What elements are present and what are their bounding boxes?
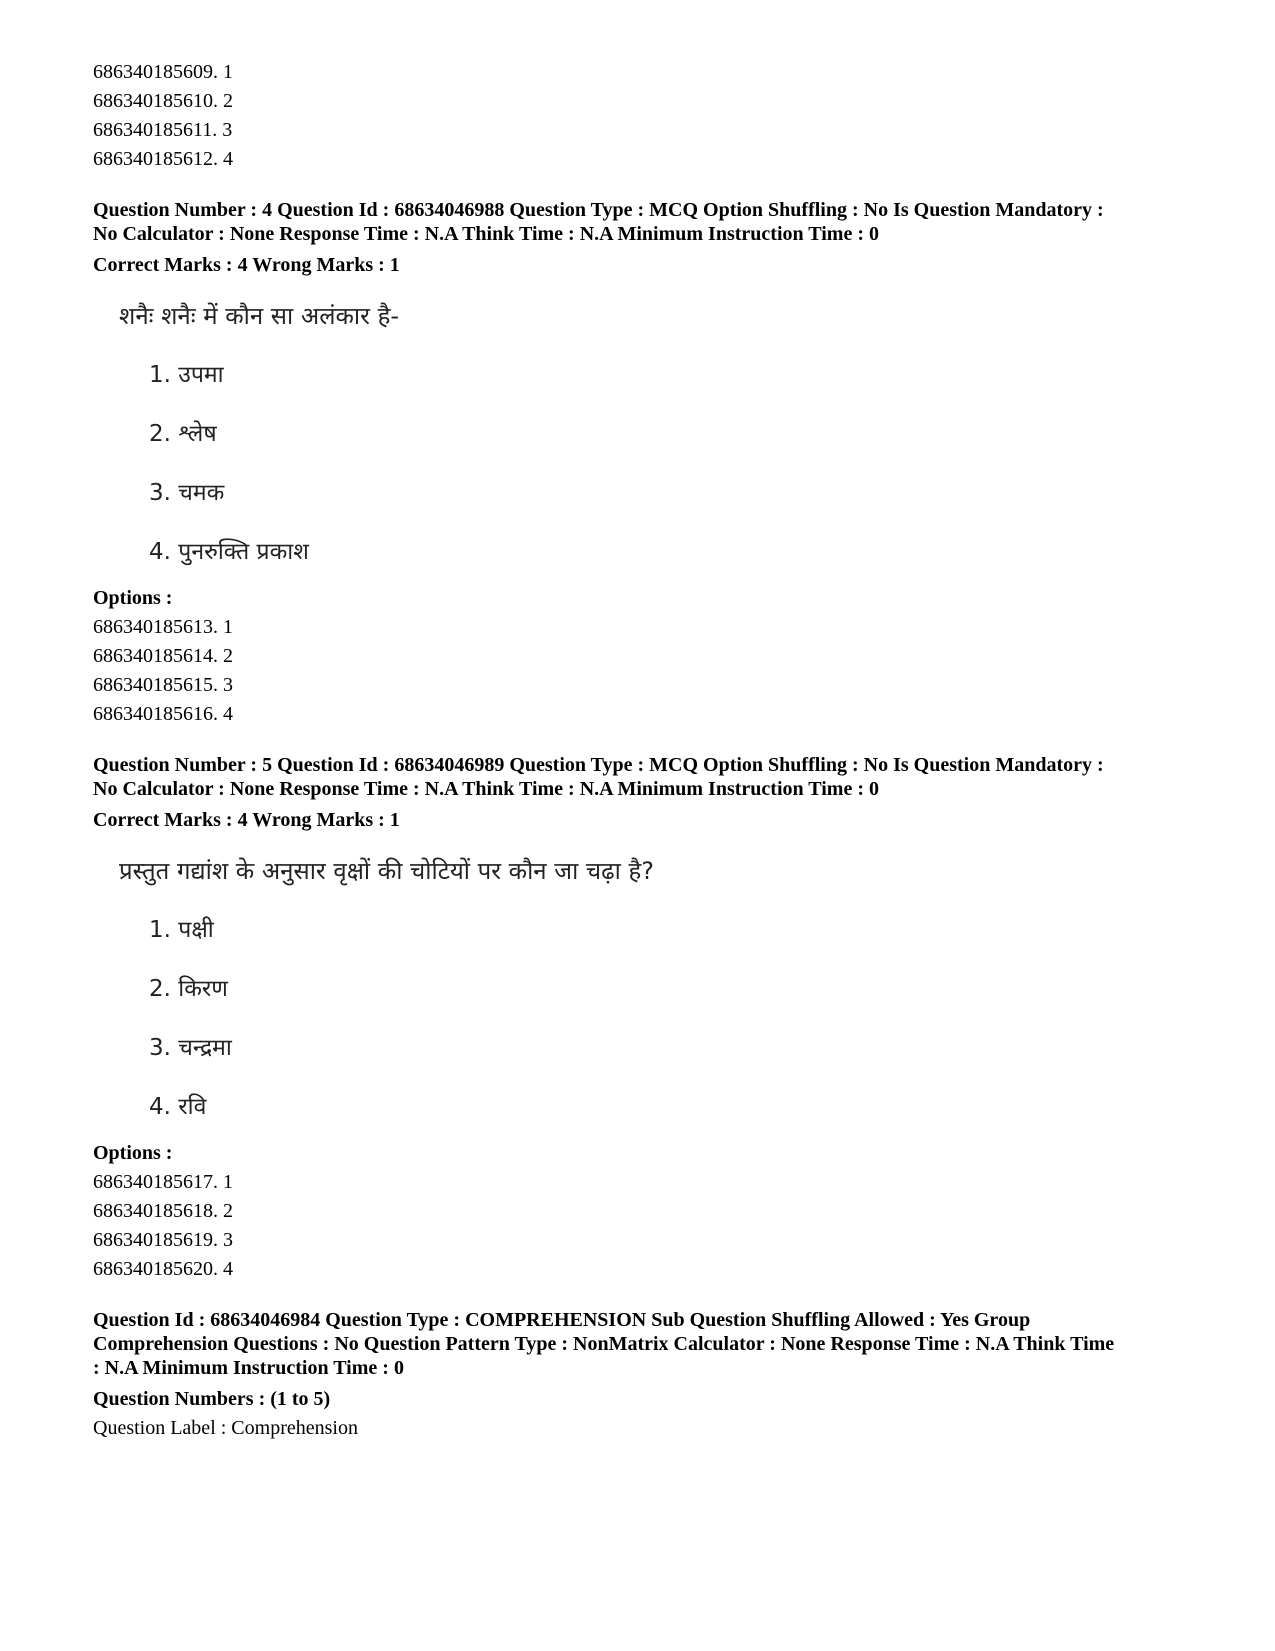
- option-line: 686340185613. 1: [93, 616, 233, 638]
- choice-1: 1. पक्षी: [149, 917, 214, 943]
- question-label: Question Label : Comprehension: [93, 1417, 358, 1439]
- question-meta: [93, 753, 1193, 801]
- choice-2: 2. श्लेष: [149, 421, 217, 447]
- question-5: [93, 753, 1193, 1284]
- options-heading: Options :: [93, 587, 173, 609]
- option-line: 686340185620. 4: [93, 1258, 233, 1280]
- choice-2: 2. किरण: [149, 976, 228, 1002]
- meta-line: Question Number : 5 Question Id : 68634046989 Question Type : MCQ Option Shuffling : No Is Question Mandatory :: [93, 754, 1104, 776]
- question-4: [93, 198, 1193, 729]
- option-line: 686340185610. 2: [93, 90, 233, 112]
- choice-1: 1. उपमा: [149, 362, 224, 388]
- option-line: 686340185619. 3: [93, 1229, 233, 1251]
- choice-4: 4. पुनरुक्ति प्रकाश: [149, 539, 309, 565]
- option-line: 686340185609. 1: [93, 61, 233, 83]
- option-line: 686340185617. 1: [93, 1171, 233, 1193]
- meta-line: No Calculator : None Response Time : N.A Think Time : N.A Minimum Instruction Time : 0: [93, 778, 879, 800]
- question-meta: [93, 198, 1193, 246]
- choice-3: 3. चन्द्रमा: [149, 1035, 232, 1061]
- meta-line: Question Id : 68634046984 Question Type : COMPREHENSION Sub Question Shuffling Allowed : Yes Group: [93, 1309, 1031, 1331]
- previous-options-list: [93, 58, 1193, 174]
- meta-line: No Calculator : None Response Time : N.A Think Time : N.A Minimum Instruction Time : 0: [93, 223, 879, 245]
- meta-line: : N.A Minimum Instruction Time : 0: [93, 1357, 404, 1379]
- document-page: [93, 58, 1193, 1443]
- option-line: 686340185612. 4: [93, 148, 233, 170]
- question-text: प्रस्तुत गद्यांश के अनुसार वृक्षों की चोटियों पर कौन जा चढ़ा है?: [119, 857, 654, 885]
- meta-line: Comprehension Questions : No Question Pattern Type : NonMatrix Calculator : None Response Time : N.A Think Time: [93, 1333, 1115, 1355]
- option-line: 686340185615. 3: [93, 674, 233, 696]
- question-image-block: [119, 296, 1193, 572]
- question-numbers: Question Numbers : (1 to 5): [93, 1388, 331, 1410]
- marks-line: Correct Marks : 4 Wrong Marks : 1: [93, 809, 400, 831]
- option-line: 686340185614. 2: [93, 645, 233, 667]
- options-heading: Options :: [93, 1142, 173, 1164]
- choice-3: 3. चमक: [149, 480, 225, 506]
- question-image-block: [119, 851, 1193, 1127]
- comprehension-block: [93, 1308, 1193, 1443]
- option-line: 686340185616. 4: [93, 703, 233, 725]
- option-line: 686340185611. 3: [93, 119, 233, 141]
- comprehension-meta: [93, 1308, 1193, 1380]
- meta-line: Question Number : 4 Question Id : 68634046988 Question Type : MCQ Option Shuffling : No Is Question Mandatory :: [93, 199, 1104, 221]
- choice-4: 4. रवि: [149, 1094, 207, 1120]
- marks-line: Correct Marks : 4 Wrong Marks : 1: [93, 254, 400, 276]
- question-text: शनैः शनैः में कौन सा अलंकार है-: [119, 302, 399, 330]
- option-line: 686340185618. 2: [93, 1200, 233, 1222]
